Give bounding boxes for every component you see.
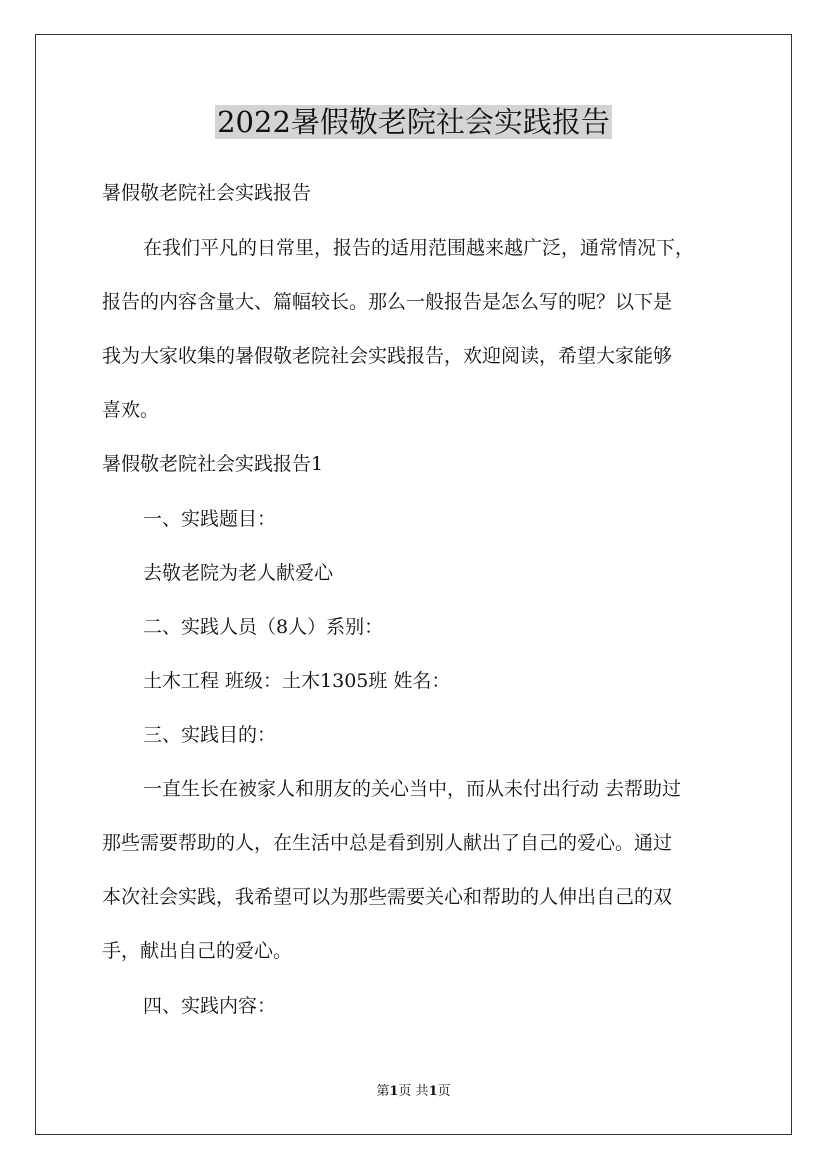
paragraph-line: 喜欢。 xyxy=(102,399,160,421)
paragraph-line: 一直生长在被家人和朋友的关心当中，而从未付出行动 去帮助过 xyxy=(143,778,682,800)
paragraph-line: 在我们平凡的日常里，报告的适用范围越来越广泛，通常情况下， xyxy=(143,237,695,259)
paragraph-line: 本次社会实践，我希望可以为那些需要关心和帮助的人伸出自己的双 xyxy=(102,886,673,908)
section-heading: 暑假敬老院社会实践报告1 xyxy=(102,453,324,475)
item-text: 土木工程 班级：土木1305班 姓名： xyxy=(143,670,451,692)
item-heading: 二、实践人员（8人）系别： xyxy=(143,616,384,638)
item-text: 去敬老院为老人献爱心 xyxy=(143,562,334,584)
subtitle-line: 暑假敬老院社会实践报告 xyxy=(102,182,312,204)
item-heading: 一、实践题目： xyxy=(143,508,277,530)
footer-prefix: 第 xyxy=(376,1084,390,1099)
item-heading: 三、实践目的： xyxy=(143,724,277,746)
footer-total-pages: 1 xyxy=(428,1084,438,1099)
paragraph-line: 那些需要帮助的人，在生活中总是看到别人献出了自己的爱心。通过 xyxy=(102,832,673,854)
document-title xyxy=(0,100,827,144)
paragraph-line: 我为大家收集的暑假敬老院社会实践报告，欢迎阅读，希望大家能够 xyxy=(102,345,673,367)
item-heading: 四、实践内容： xyxy=(143,995,277,1017)
paragraph-line: 手，献出自己的爱心。 xyxy=(102,940,293,962)
paragraph-line: 报告的内容含量大、篇幅较长。那么一般报告是怎么写的呢？以下是 xyxy=(102,291,673,313)
footer-page-number: 1 xyxy=(389,1084,399,1099)
document-title-text: 2022暑假敬老院社会实践报告 xyxy=(217,105,610,139)
footer-suffix: 页 xyxy=(437,1084,451,1099)
footer-mid: 页 共 xyxy=(398,1084,429,1099)
page-footer xyxy=(0,1082,827,1102)
